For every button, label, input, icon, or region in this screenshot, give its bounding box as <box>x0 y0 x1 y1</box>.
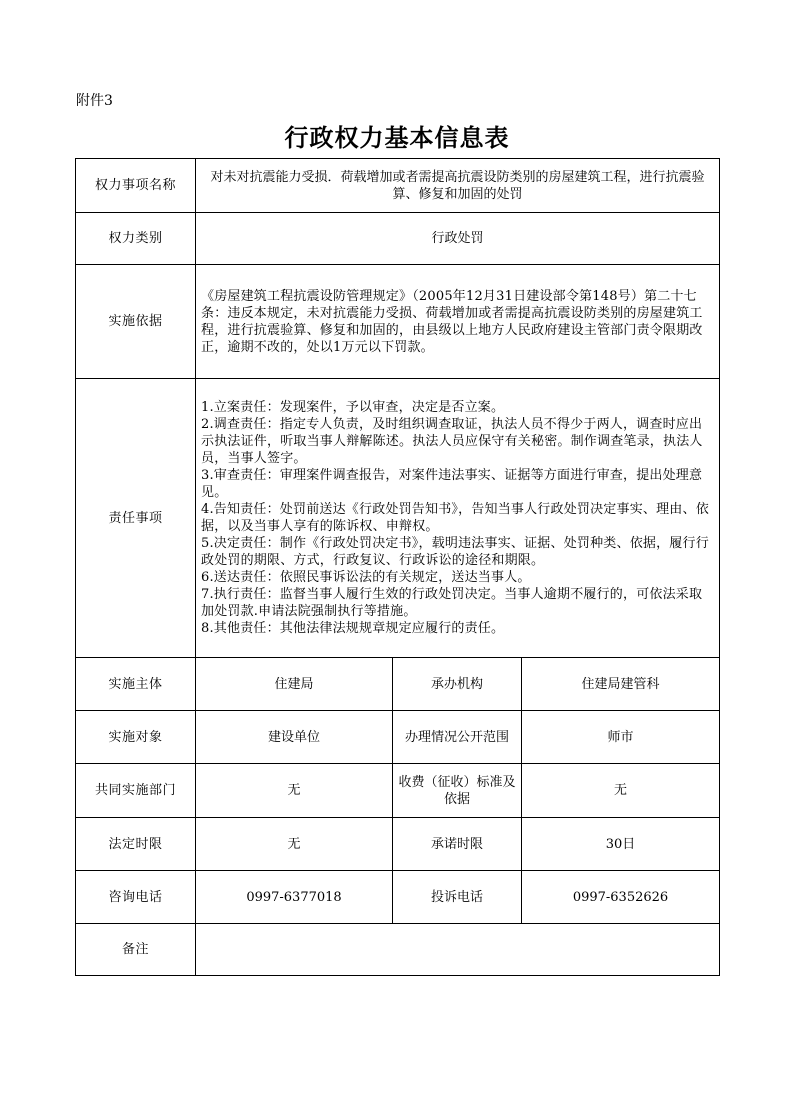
page-title: 行政权力基本信息表 <box>284 123 510 152</box>
promised-time-value: 30日 <box>522 818 720 871</box>
target-label: 实施对象 <box>76 711 196 764</box>
joint-value: 无 <box>196 764 393 818</box>
time-limit-label: 法定时限 <box>76 818 196 871</box>
attachment-label: 附件3 <box>76 93 113 109</box>
responsibility-item: 2.调查责任：指定专人负责，及时组织调查取证，执法人员不得少于两人，调查时应出示执法证件，听取当事人辩解陈述。执法人员应保守有关秘密。制作调查笔录，执法人员，当事人签字。 <box>201 417 703 466</box>
row-subject <box>76 658 720 711</box>
agency-label: 承办机构 <box>393 658 522 711</box>
responsibility-item: 6.送达责任：依照民事诉讼法的有关规定，送达当事人。 <box>201 570 531 585</box>
row-phone <box>76 871 720 924</box>
info-table <box>75 158 720 976</box>
complaint-phone-value: 0997-6352626 <box>522 871 720 924</box>
disclosure-value: 师市 <box>522 711 720 764</box>
fee-label: 收费（征收）标准及依据 <box>393 764 522 818</box>
fee-value: 无 <box>522 764 720 818</box>
category-label: 权力类别 <box>76 213 196 265</box>
row-responsibility <box>76 379 720 658</box>
remark-label: 备注 <box>76 924 196 976</box>
remark-value <box>196 924 720 976</box>
agency-value: 住建局建管科 <box>522 658 720 711</box>
responsibility-item: 1.立案责任：发现案件，予以审查，决定是否立案。 <box>201 400 505 415</box>
disclosure-label: 办理情况公开范围 <box>393 711 522 764</box>
row-time-limit <box>76 818 720 871</box>
responsibility-item: 4.告知责任：处罚前送达《行政处罚告知书》，告知当事人行政处罚决定事实、理由、依据，以及当事人享有的陈诉权、申辩权。 <box>201 502 709 534</box>
row-target <box>76 711 720 764</box>
time-limit-value: 无 <box>196 818 393 871</box>
target-value: 建设单位 <box>196 711 393 764</box>
basis-value: 《房屋建筑工程抗震设防管理规定》（2005年12月31日建设部令第148号）第二十七条：违反本规定，未对抗震能力受损、荷载增加或者需提高抗震设防类别的房屋建筑工程，进行抗震验算、修复和加固的，由县级以上地方人民政府建设主管部门责令限期改正，逾期不改的，处以1万元以下罚款。 <box>196 265 720 379</box>
basis-label: 实施依据 <box>76 265 196 379</box>
subject-label: 实施主体 <box>76 658 196 711</box>
row-basis <box>76 265 720 379</box>
category-value: 行政处罚 <box>196 213 720 265</box>
name-value: 对未对抗震能力受损．荷载增加或者需提高抗震设防类别的房屋建筑工程，进行抗震验算、修复和加固的处罚 <box>196 159 720 213</box>
name-label: 权力事项名称 <box>76 159 196 213</box>
row-name <box>76 159 720 213</box>
row-remark <box>76 924 720 976</box>
responsibility-item: 7.执行责任：监督当事人履行生效的行政处罚决定。当事人逾期不履行的，可依法采取加处罚款.申请法院强制执行等措施。 <box>201 587 703 619</box>
joint-label: 共同实施部门 <box>76 764 196 818</box>
responsibility-item: 3.审查责任：审理案件调查报告，对案件违法事实、证据等方面进行审查，提出处理意见。 <box>201 468 703 500</box>
responsibility-item: 8.其他责任：其他法律法规规章规定应履行的责任。 <box>201 621 505 636</box>
consult-phone-value: 0997-6377018 <box>196 871 393 924</box>
responsibility-label: 责任事项 <box>76 379 196 658</box>
responsibility-list <box>196 379 720 658</box>
responsibility-item: 5.决定责任：制作《行政处罚决定书》，载明违法事实、证据、处罚种类、依据，履行行政处罚的期限、方式，行政复议、行政诉讼的途径和期限。 <box>201 536 709 568</box>
row-joint <box>76 764 720 818</box>
promised-time-label: 承诺时限 <box>393 818 522 871</box>
row-category <box>76 213 720 265</box>
consult-phone-label: 咨询电话 <box>76 871 196 924</box>
subject-value: 住建局 <box>196 658 393 711</box>
complaint-phone-label: 投诉电话 <box>393 871 522 924</box>
